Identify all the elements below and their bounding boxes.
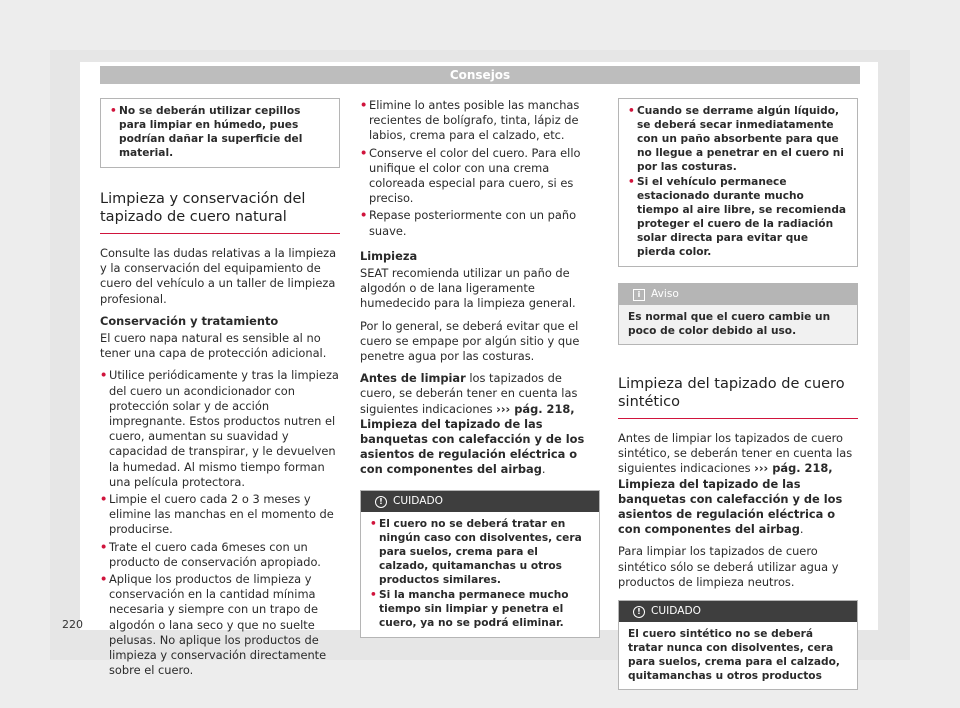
page-reference-link[interactable]: pág. 218, Limpieza del tapizado de las banquetas con calefacción y de los asientos de regulación eléctrica o con componentes del airbag — [360, 401, 585, 477]
reference-arrow-icon: ››› — [496, 401, 511, 416]
caution-box — [360, 490, 600, 638]
notice-header: i Aviso — [619, 284, 857, 305]
caution-box-continued — [100, 98, 340, 168]
caution-header: ! CUIDADO — [361, 491, 599, 512]
caution-box — [618, 600, 858, 690]
before-cleaning-paragraph: Antes de limpiar los tapizados de cuero, se deberán tener en cuenta las siguientes indicaciones ››› pág. 218, Limpieza del tapizado de las banquetas con calefacción y de los asientos de regulación eléctrica o con componentes del airbag. — [360, 371, 585, 477]
info-icon: i — [633, 289, 645, 301]
section-title-synthetic-leather: Limpieza del tapizado de cuero sintético — [618, 375, 858, 419]
subheading-care: Conservación y tratamiento — [100, 313, 279, 328]
warning-icon: ! — [375, 496, 387, 508]
caution-bullet: • El cuero no se deberá tratar en ningún caso con disolventes, cera para suelos, crema para el calzado, quitamanchas u otros productos similares. — [370, 517, 590, 587]
list-item: • Utilice periódicamente y tras la limpieza del cuero un acondicionador con protección solar y de acción impregnante. Estos productos nutren el cuero, aumentan su suavidad y capacidad de transpirar, y le devuelven la humedad. Al mismo tiempo forman una película protectora. — [100, 368, 340, 490]
notice-box — [618, 283, 858, 345]
chapter-header: Consejos — [100, 66, 860, 84]
column-2 — [360, 98, 600, 638]
caution-bullet: • Si el vehículo permanece estacionado durante mucho tiempo al aire libre, se recomienda proteger el cuero de la radiación solar directa para evitar que pierda color. — [628, 175, 848, 259]
caution-bullet: • Si la mancha permanece mucho tiempo sin limpiar y penetra el cuero, ya no se podrá eliminar. — [370, 588, 590, 630]
subheading-cleaning: Limpieza — [360, 248, 418, 263]
list-item: • Limpie el cuero cada 2 o 3 meses y elimine las manchas en el momento de producirse. — [100, 492, 340, 538]
warning-icon: ! — [633, 606, 645, 618]
caution-box-continued — [618, 98, 858, 267]
intro-paragraph: Consulte las dudas relativas a la limpieza y la conservación del equipamiento de cuero del vehículo a un taller de limpieza profesional. — [100, 246, 337, 306]
caution-bullet: • No se deberán utilizar cepillos para limpiar en húmedo, pues podrían dañar la superficie del material. — [110, 104, 330, 160]
caution-bullet: • Cuando se derrame algún líquido, se deberá secar inmediatamente con un paño absorbente para que no llegue a penetrar en el cuero ni por las costuras. — [628, 104, 848, 174]
soak-paragraph: Por lo general, se deberá evitar que el cuero se empape por algún sitio y que penetre agua por las costuras. — [360, 318, 580, 364]
page-reference-link[interactable]: pág. 218, Limpieza del tapizado de las banquetas con calefacción y de los asientos de regulación eléctrica o con componentes del airbag — [618, 461, 843, 537]
page-number: 220 — [62, 618, 83, 631]
synthetic-cleaning-paragraph: Para limpiar los tapizados de cuero sintético sólo se deberá utilizar agua y productos de limpieza neutros. — [618, 544, 839, 589]
column-1 — [100, 98, 340, 680]
section-title-natural-leather: Limpieza y conservación del tapizado de cuero natural — [100, 190, 340, 234]
cleaning-paragraph: SEAT recomienda utilizar un paño de algodón o de lana ligeramente humedecido para la limpieza general. — [360, 266, 576, 311]
list-item: • Trate el cuero cada 6meses con un producto de conservación apropiado. — [100, 540, 340, 570]
list-item: • Aplique los productos de limpieza y conservación en la cantidad mínima necesaria y siempre con un trapo de algodón o lana seco y que no suelte pelusas. No aplique los productos de limpieza y conservación directamente sobre el cuero. — [100, 572, 340, 678]
caution-header: ! CUIDADO — [619, 601, 857, 622]
list-item: • Conserve el color del cuero. Para ello unifique el color con una crema coloreada especial para cuero, si es preciso. — [360, 146, 600, 207]
caution-body: El cuero sintético no se deberá tratar nunca con disolventes, cera para suelos, crema para el calzado, quitamanchas u otros productos — [619, 622, 857, 689]
notice-body: Es normal que el cuero cambie un poco de color debido al uso. — [619, 305, 857, 344]
before-cleaning-paragraph: Antes de limpiar los tapizados de cuero sintético, se deberán tener en cuenta las siguientes indicaciones ››› pág. 218, Limpieza del tapizado de las banquetas con calefacción y de los asientos de regulación eléctrica o con componentes del airbag. — [618, 431, 853, 537]
care-paragraph: El cuero napa natural es sensible al no tener una capa de protección adicional. — [100, 331, 327, 361]
list-item: • Elimine lo antes posible las manchas recientes de bolígrafo, tinta, lápiz de labios, crema para el calzado, etc. — [360, 98, 600, 144]
list-item: • Repase posteriormente con un paño suave. — [360, 208, 600, 238]
caution-body — [361, 512, 599, 637]
column-3 — [618, 98, 858, 690]
reference-arrow-icon: ››› — [754, 461, 769, 476]
